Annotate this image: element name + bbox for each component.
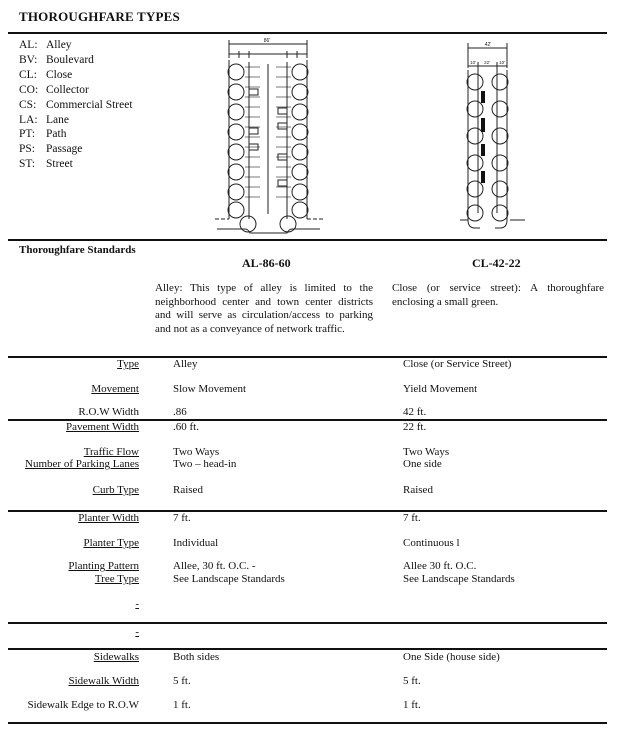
close-value: 42 ft. xyxy=(403,406,427,418)
list-item: CS: Commercial Street xyxy=(19,98,133,111)
list-item: BV: Boulevard xyxy=(19,53,94,66)
close-description: Close (or service street): A thoroughfare enclosing a small green. xyxy=(392,282,604,308)
alley-value: Alley xyxy=(173,358,198,370)
svg-text:10': 10' xyxy=(470,60,476,65)
close-value: 22 ft. xyxy=(403,421,427,433)
row-label-blank: - xyxy=(135,626,139,638)
close-plan-drawing xyxy=(455,38,535,236)
thoroughfare-type-list xyxy=(19,38,133,172)
divider xyxy=(8,356,607,358)
alley-value: 1 ft. xyxy=(173,699,191,711)
row-label-curb-type: Curb Type xyxy=(92,484,139,496)
section-heading: Thoroughfare Standards xyxy=(19,244,136,256)
row-label-tree-type: Tree Type xyxy=(94,573,139,585)
alley-value: Both sides xyxy=(173,651,220,663)
row-label-planter-type: Planter Type xyxy=(83,537,139,549)
row-label-sidewalks: Sidewalks xyxy=(93,651,139,663)
alley-value: Two – head-in xyxy=(173,458,237,470)
row-label-pavement-width: Pavement Width xyxy=(66,421,139,433)
list-item: CO: Collector xyxy=(19,83,89,96)
list-item: LA: Lane xyxy=(19,113,69,126)
svg-text:42': 42' xyxy=(484,42,492,48)
close-value: Yield Movement xyxy=(403,383,478,395)
row-label-sidewalk-edge: Sidewalk Edge to R.O.W xyxy=(27,699,139,711)
alley-value: Raised xyxy=(173,484,203,496)
alley-value: Two Ways xyxy=(173,446,220,458)
list-item: ST: Street xyxy=(19,158,73,171)
list-item: AL: Alley xyxy=(19,39,72,51)
row-label-traffic-flow: Traffic Flow xyxy=(83,446,139,458)
alley-plan-drawing xyxy=(205,34,330,240)
row-label-sidewalk-width: Sidewalk Width xyxy=(68,675,139,687)
divider xyxy=(8,239,607,241)
alley-value: Individual xyxy=(173,537,219,549)
row-label-planter-width: Planter Width xyxy=(78,512,139,524)
row-label-type: Type xyxy=(117,358,139,370)
row-label-planting-pattern: Planting Pattern xyxy=(68,560,139,572)
divider xyxy=(8,722,607,724)
row-label-row-width: R.O.W Width xyxy=(78,406,139,418)
alley-code: AL-86-60 xyxy=(242,256,291,270)
alley-value: 7 ft. xyxy=(173,512,191,524)
list-item: PT: Path xyxy=(19,128,67,141)
close-value: 7 ft. xyxy=(403,512,421,524)
close-value: 5 ft. xyxy=(403,675,421,687)
alley-value: Allee, 30 ft. O.C. - xyxy=(173,560,256,572)
close-value: One side xyxy=(403,458,442,470)
close-code: CL-42-22 xyxy=(472,256,521,270)
alley-value: 5 ft. xyxy=(173,675,191,687)
list-item: CL: Close xyxy=(19,68,73,81)
alley-description: Alley: This type of alley is limited to the neighborhood center and town center districts and will serve as circulation/access to parking and not as a conveyance of network traffic. xyxy=(155,282,373,335)
divider xyxy=(8,622,607,624)
svg-text:86': 86' xyxy=(263,38,271,44)
close-value: Close (or Service Street) xyxy=(403,358,512,370)
close-value: Allee 30 ft. O.C. xyxy=(403,560,477,572)
alley-value: .86 xyxy=(173,406,187,418)
alley-value: See Landscape Standards xyxy=(173,573,285,585)
divider xyxy=(8,648,607,650)
svg-text:22': 22' xyxy=(484,60,490,65)
close-value: One Side (house side) xyxy=(403,651,500,663)
close-value: See Landscape Standards xyxy=(403,573,515,585)
close-value: Continuous l xyxy=(403,537,460,549)
close-value: 1 ft. xyxy=(403,699,421,711)
page-title: THOROUGHFARE TYPES xyxy=(19,9,180,24)
alley-value: .60 ft. xyxy=(173,421,199,433)
close-value: Raised xyxy=(403,484,433,496)
svg-text:10': 10' xyxy=(499,60,505,65)
list-item: PS: Passage xyxy=(19,143,83,156)
row-label-movement: Movement xyxy=(91,383,139,395)
close-value: Two Ways xyxy=(403,446,450,458)
alley-value: Slow Movement xyxy=(173,383,247,395)
row-label-parking-lanes: Number of Parking Lanes xyxy=(25,458,139,470)
row-label-blank: - xyxy=(135,598,139,610)
